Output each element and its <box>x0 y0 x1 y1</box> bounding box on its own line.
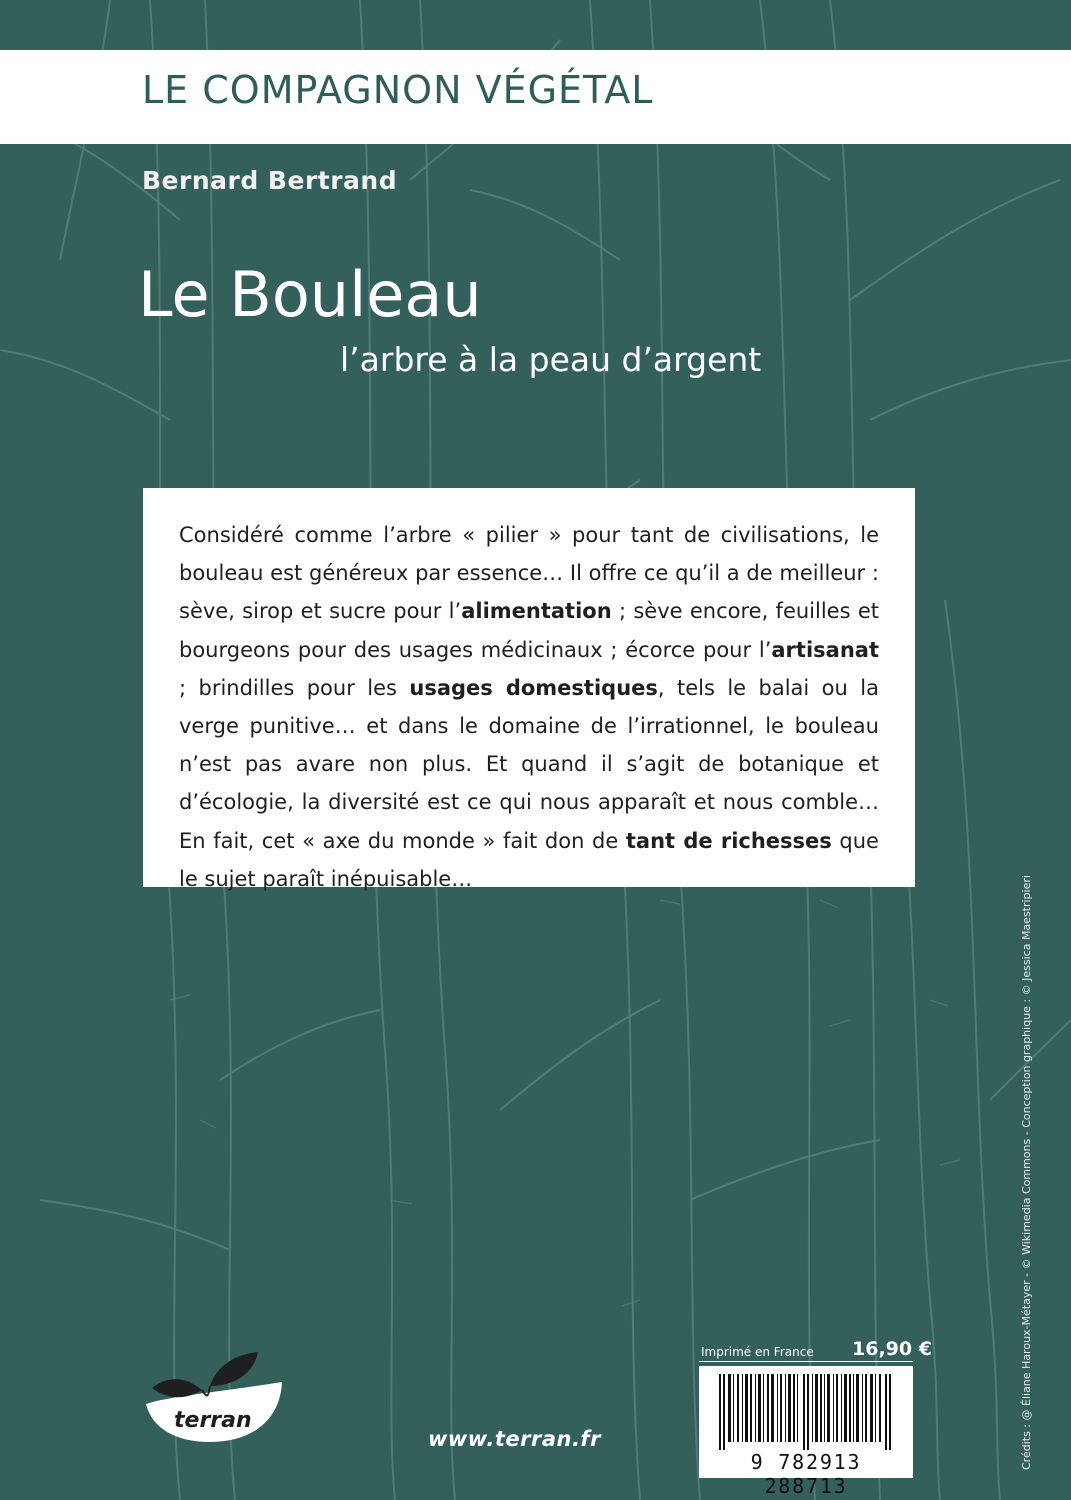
blurb-text <box>179 516 879 898</box>
publisher-logo-text: terran <box>174 1408 252 1433</box>
series-band <box>0 50 1071 144</box>
book-subtitle: l’arbre à la peau d’argent <box>340 340 762 379</box>
blurb-emphasis: tant de richesses <box>625 828 832 853</box>
blurb-segment: Considéré comme l’arbre « pilier » pour tant de civilisations, le bouleau est généreux par essence… Il offre ce qu’il a de meilleur : sève, sirop et sucre pour l’ <box>179 523 879 624</box>
isbn-number: 9 782913 288713 <box>750 1450 862 1498</box>
isbn-barcode <box>699 1366 913 1498</box>
blurb-emphasis: usages domestiques <box>409 675 658 700</box>
blurb-box <box>143 488 915 891</box>
leaf-icon <box>210 1352 258 1386</box>
blurb-segment: ; brindilles pour les <box>179 675 410 700</box>
divider <box>699 1361 913 1362</box>
book-title: Le Bouleau <box>138 258 482 331</box>
blurb-emphasis: artisanat <box>771 637 879 662</box>
series-title: LE COMPAGNON VÉGÉTAL <box>142 68 654 112</box>
author-name: Bernard Bertrand <box>142 166 398 195</box>
publisher-website: www.terran.fr <box>428 1427 601 1451</box>
price-label: 16,90 € <box>852 1338 932 1360</box>
barcode-bars <box>719 1374 893 1450</box>
blurb-segment: , tels le balai ou la verge punitive… et dans le domaine de l’irrationnel, le bouleau n’est pas avare non plus. Et quand il s’agit de botanique et d’écologie, la diversité est ce qui nous apparaît et nous comble… En fait, cet « axe du monde » fait don de <box>179 675 879 853</box>
blurb-segment: ; sève encore, feuilles et bourgeons pour des usages médicinaux ; écorce pour l’ <box>179 599 879 662</box>
blurb-segment: que le sujet paraît inépuisable… <box>179 828 879 891</box>
printed-in-label: Imprimé en France <box>701 1345 814 1359</box>
image-credits: Crédits : @ Éliane Haroux-Métayer - © Wikimedia Commons - Conception graphique : © Jessica Maestripieri <box>1020 875 1033 1470</box>
blurb-emphasis: alimentation <box>461 599 612 624</box>
